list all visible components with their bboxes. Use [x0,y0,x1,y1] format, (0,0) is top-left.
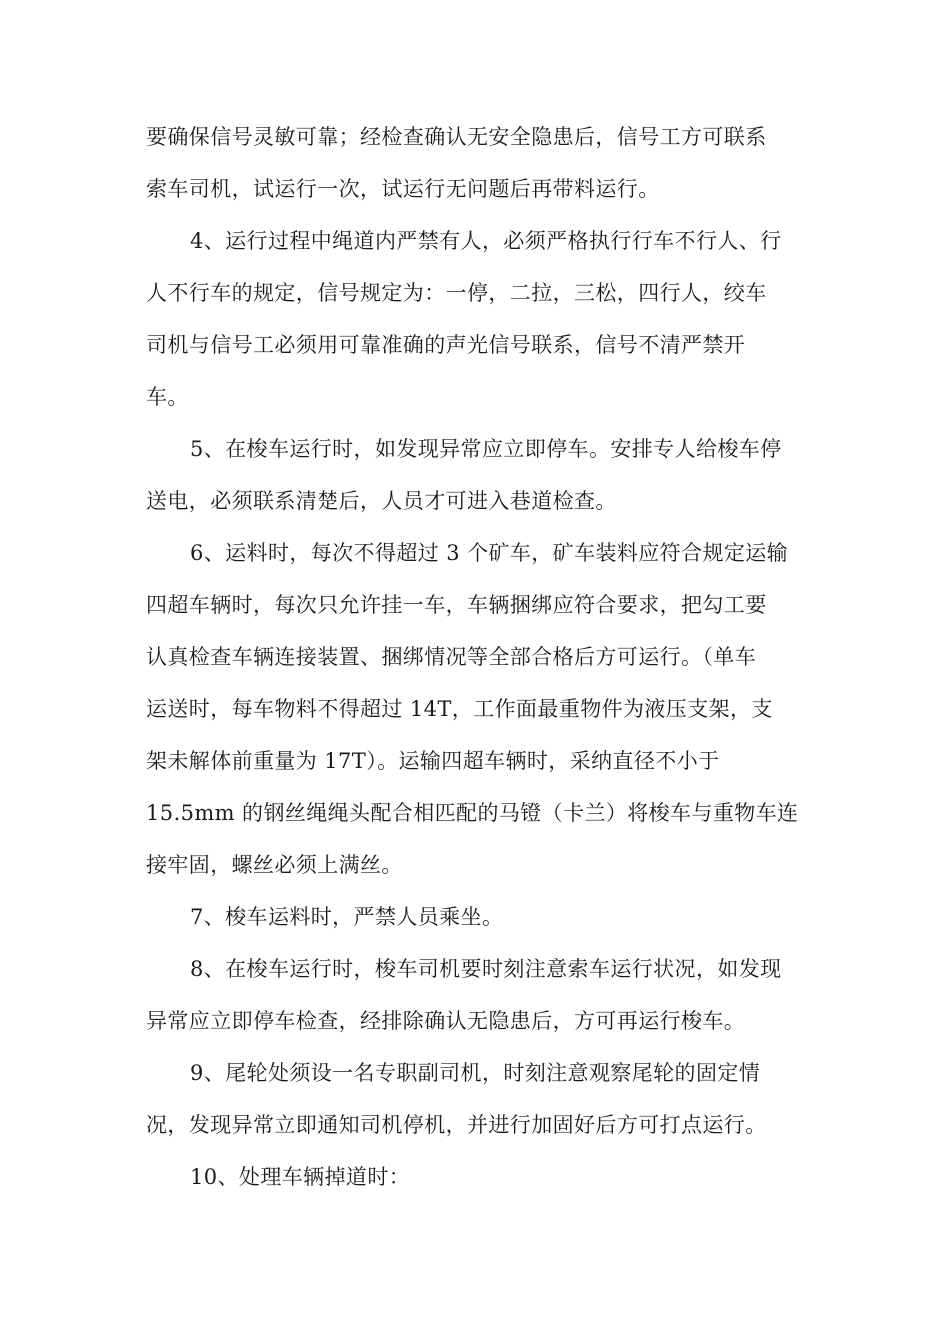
text-line: 架未解体前重量为 17T）。运输四超车辆时，采纳直径不小于 [146,749,720,773]
text-line: 异常应立即停车检查，经排除确认无隐患后，方可再运行梭车。 [146,1009,746,1033]
paragraph-8-start: 8、在梭车运行时，梭车司机要时刻注意索车运行状况，如发现 [190,957,782,981]
text-line: 况，发现异常立即通知司机停机，并进行加固好后方可打点运行。 [146,1113,767,1137]
body-text [146,114,808,1206]
text-line: 车。 [146,385,189,409]
text-line: 15.5mm 的钢丝绳绳头配合相匹配的马镫（卡兰）将梭车与重物车连 [146,801,799,825]
paragraph-9-start: 9、尾轮处须设一名专职副司机，时刻注意观察尾轮的固定情 [190,1061,761,1085]
text-line: 认真检查车辆连接装置、捆绑情况等全部合格后方可运行。（单车 [146,645,757,669]
text-line: 要确保信号灵敏可靠；经检查确认无安全隐患后，信号工方可联系 [146,125,767,149]
text-line: 运送时，每车物料不得超过 14T，工作面最重物件为液压支架，支 [146,697,773,721]
paragraph-10: 10、处理车辆掉道时： [190,1165,411,1189]
paragraph-7: 7、梭车运料时，严禁人员乘坐。 [190,905,504,929]
paragraph-4-start: 4、运行过程中绳道内严禁有人，必须严格执行行车不行人、行 [190,229,782,253]
paragraph-6-start: 6、运料时，每次不得超过 3 个矿车，矿车装料应符合规定运输 [190,541,789,565]
text-line: 司机与信号工必须用可靠准确的声光信号联系，信号不清严禁开 [146,333,746,357]
text-line: 四超车辆时，每次只允许挂一车，车辆捆绑应符合要求，把勾工要 [146,593,767,617]
text-line: 送电，必须联系清楚后，人员才可进入巷道检查。 [146,489,617,513]
text-line: 接牢固，螺丝必须上满丝。 [146,853,403,877]
paragraph-5-start: 5、在梭车运行时，如发现异常应立即停车。安排专人给梭车停 [190,437,782,461]
text-line: 索车司机，试运行一次，试运行无问题后再带料运行。 [146,177,660,201]
text-line: 人不行车的规定，信号规定为：一停，二拉，三松，四行人，绞车 [146,281,767,305]
